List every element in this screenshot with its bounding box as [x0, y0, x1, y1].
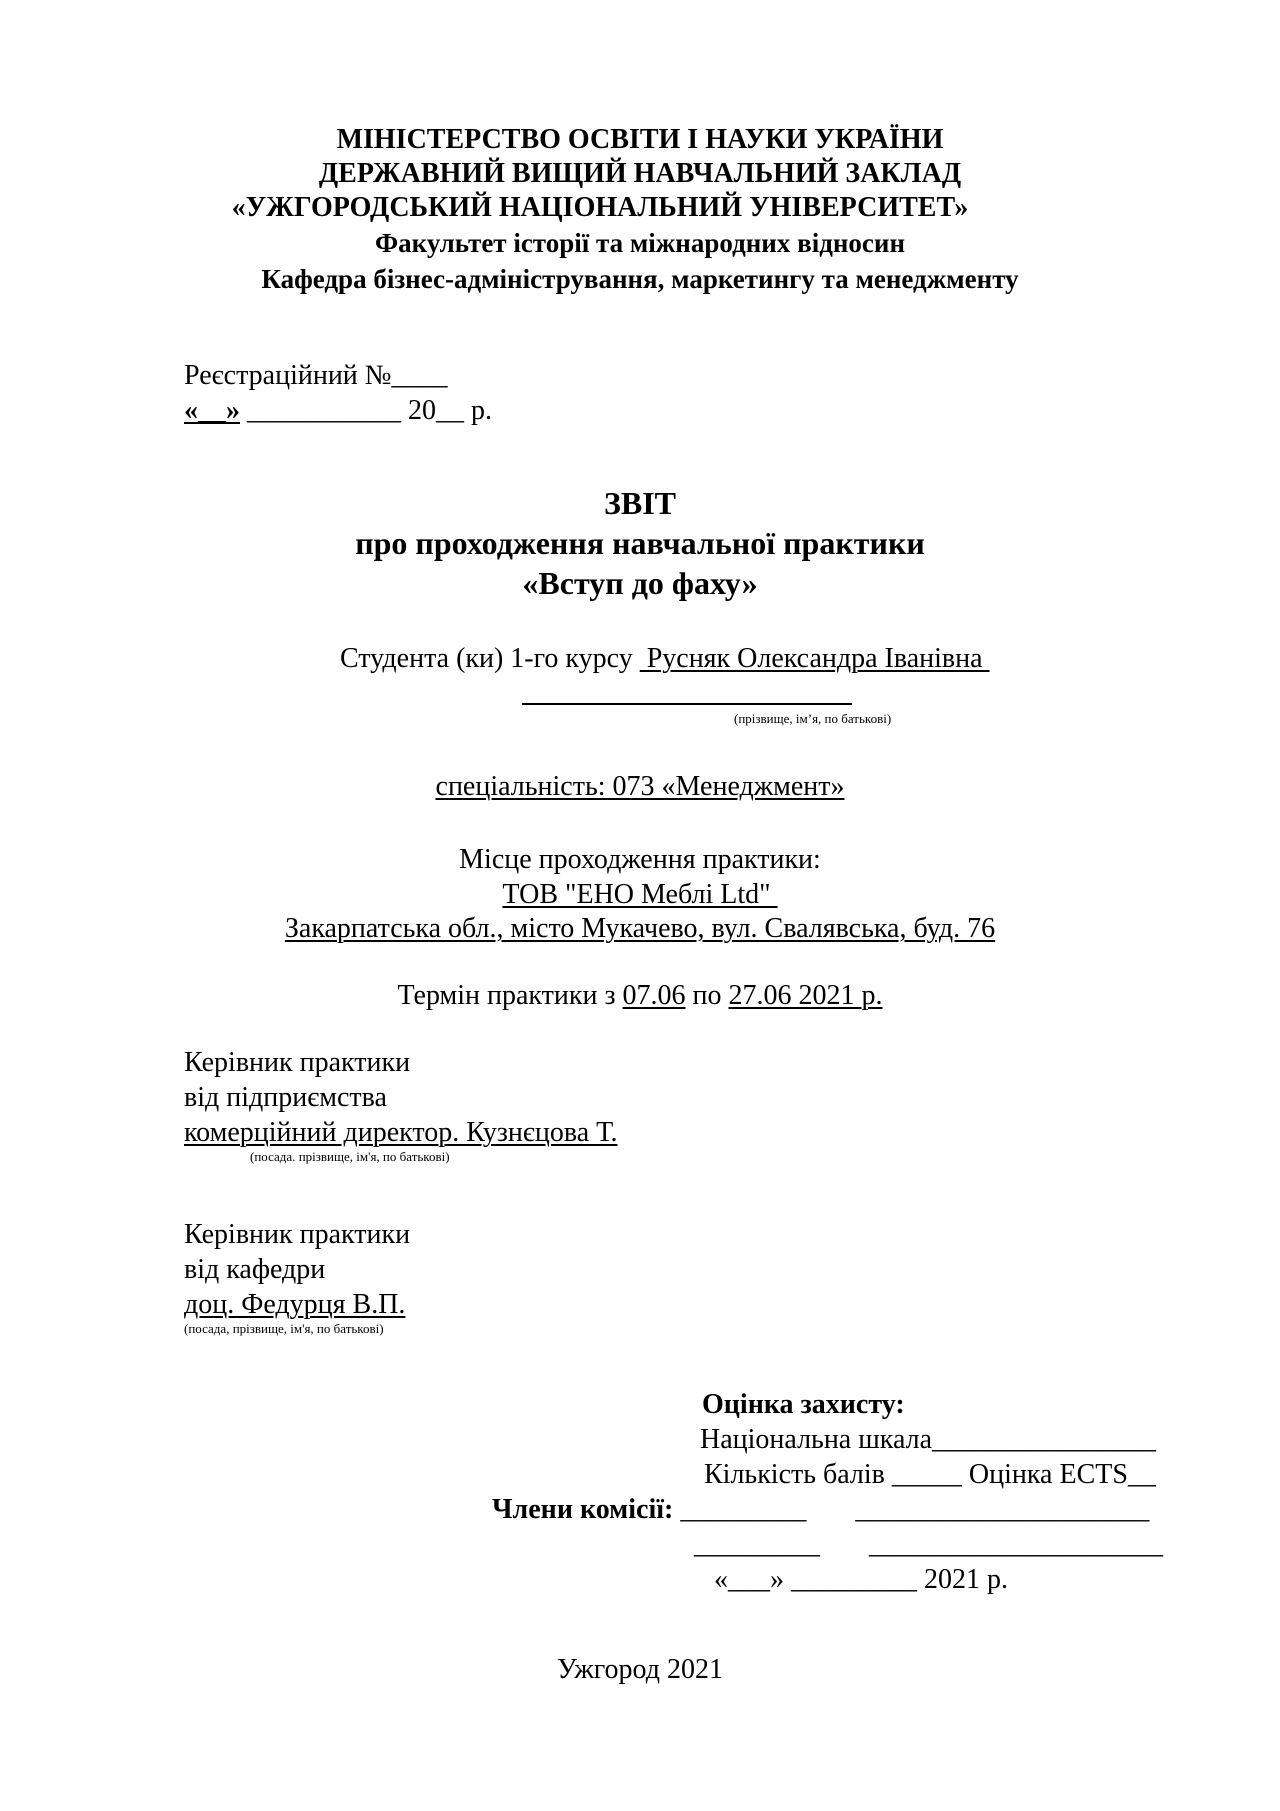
- student-name-rule: [522, 703, 852, 705]
- registration-date-day: «__»: [184, 395, 240, 426]
- commission-row-1: [492, 1496, 1149, 1524]
- institution-type: ДЕРЖАВНИЙ ВИЩИЙ НАВЧАЛЬНИЙ ЗАКЛАД: [318, 158, 962, 189]
- assessment-date: «___» _________ 2021 р.: [714, 1564, 1008, 1595]
- commission-signature-1: _________ _____________________: [680, 1494, 1150, 1525]
- faculty-name: Факультет історії та міжнародних відносин: [374, 228, 906, 258]
- practice-company-value: ТОВ "ЕНО Меблі Ltd": [502, 879, 778, 910]
- registration-date-rest: ___________ 20__ р.: [247, 395, 492, 426]
- practice-term: [0, 982, 1280, 1010]
- department-supervisor-from: від кафедри: [184, 1254, 326, 1285]
- assessment-title: Оцінка захисту:: [702, 1389, 905, 1420]
- department-supervisor-caption: (посада, прізвище, ім'я, по батькові): [184, 1321, 384, 1336]
- term-to: 27.06 2021 р.: [728, 980, 883, 1011]
- department-supervisor-name: доц. Федурця В.П.: [184, 1289, 406, 1320]
- enterprise-supervisor-caption: (посада. прізвище, ім'я, по батькові): [250, 1149, 450, 1164]
- department-name: Кафедра бізнес-адміністрування, маркетингу та менеджменту: [261, 264, 1019, 294]
- specialty-value: спеціальність: 073 «Менеджмент»: [435, 771, 845, 802]
- term-from: 07.06: [622, 980, 686, 1011]
- university-name: «УЖГОРОДСЬКИЙ НАЦІОНАЛЬНИЙ УНІВЕРСИТЕТ»: [231, 192, 969, 223]
- practice-address-value: Закарпатська обл., місто Мукачево, вул. Свалявська, буд. 76: [284, 913, 996, 944]
- term-prefix: Термін практики з: [397, 980, 623, 1011]
- specialty: [0, 773, 1280, 801]
- enterprise-supervisor-name: комерційний директор. Кузнєцова Т.: [184, 1117, 618, 1148]
- practice-company: [0, 881, 1280, 909]
- practice-name: «Вступ до фаху»: [522, 565, 758, 601]
- student-name-caption: (прізвище, ім’я, по батькові): [734, 711, 892, 726]
- student-prefix: Студента (ки) 1-го курсу: [340, 643, 633, 674]
- enterprise-supervisor-label: Керівник практики: [184, 1047, 411, 1078]
- registration-date: [184, 397, 492, 425]
- enterprise-supervisor-value: [184, 1119, 617, 1147]
- points-and-ects: Кількість балів _____ Оцінка ECTS__: [704, 1459, 1156, 1490]
- enterprise-supervisor-from: від підприємства: [184, 1082, 387, 1113]
- practice-place-label: Місце проходження практики:: [459, 844, 821, 875]
- department-supervisor-label: Керівник практики: [184, 1219, 411, 1250]
- student-name: Русняк Олександра Іванівна: [639, 643, 990, 674]
- department-supervisor-value: [184, 1291, 405, 1319]
- registration-number: Реєстраційний №____: [184, 360, 448, 391]
- report-subtitle: про проходження навчальної практики: [355, 525, 925, 561]
- practice-address: [0, 915, 1280, 943]
- term-middle: по: [685, 980, 729, 1011]
- commission-label: Члени комісії:: [492, 1494, 674, 1525]
- commission-row-2: _________ _____________________: [694, 1529, 1163, 1560]
- city-year: Ужгород 2021: [557, 1654, 723, 1685]
- national-scale: Національна шкала________________: [700, 1424, 1157, 1455]
- student-line: [340, 645, 990, 673]
- ministry-title: МІНІСТЕРСТВО ОСВІТИ І НАУКИ УКРАЇНИ: [336, 124, 944, 155]
- report-title: ЗВІТ: [603, 485, 677, 521]
